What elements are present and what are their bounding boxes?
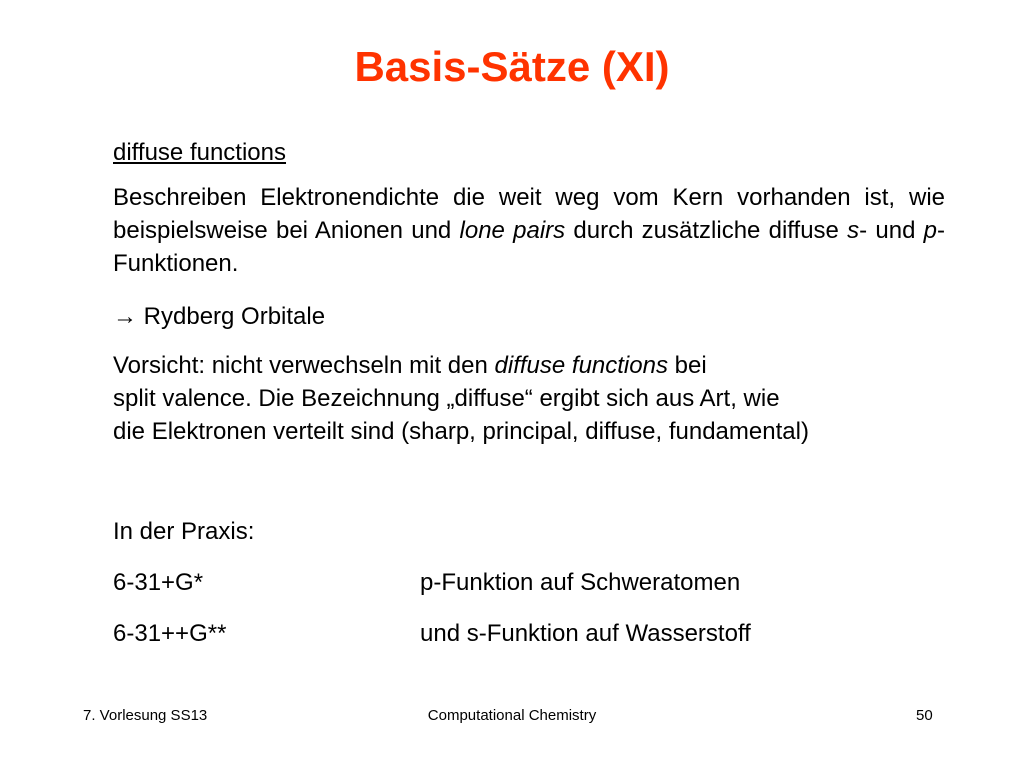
caution-text-1: Vorsicht: nicht verwechseln mit den <box>113 352 495 379</box>
description-italic-lone-pairs: lone pairs <box>459 217 566 244</box>
caution-line-3: die Elektronen verteilt sind (sharp, principal, diffuse, fundamental) <box>113 418 809 445</box>
description-italic-p: p <box>923 217 938 244</box>
caution-text-2: bei <box>667 352 707 379</box>
caution-paragraph <box>113 349 945 448</box>
description-text-2: durch zusätzliche diffuse <box>565 217 848 244</box>
basis-set-row <box>113 566 945 599</box>
description-text-3: - und <box>859 217 924 244</box>
praxis-label: In der Praxis: <box>113 518 255 545</box>
slide-title: Basis-Sätze (XI) <box>354 43 670 90</box>
rydberg-line: → Rydberg Orbitale <box>113 303 326 330</box>
footer-course: Computational Chemistry <box>427 707 597 724</box>
description-paragraph <box>113 181 945 280</box>
caution-line-1 <box>113 352 707 379</box>
basis-set-name: 6-31++G** <box>113 620 227 647</box>
section-heading: diffuse functions <box>113 139 287 166</box>
slide-body <box>113 136 945 668</box>
caution-italic-diffuse-functions: diffuse functions <box>494 352 668 379</box>
footer-lecture: 7. Vorlesung SS13 <box>83 707 208 724</box>
description-text-4: -Funktionen. <box>113 217 946 277</box>
basis-set-name: 6-31+G* <box>113 569 204 596</box>
description-text-1: Beschreiben Elektronendichte die weit weg vom Kern vorhanden ist, wie beispielsweise bei Anionen und <box>113 184 945 244</box>
footer-page-number: 50 <box>916 707 933 724</box>
caution-line-2: split valence. Die Bezeichnung „diffuse“ ergibt sich aus Art, wie <box>113 385 780 412</box>
basis-set-description: p-Funktion auf Schweratomen <box>420 569 741 596</box>
basis-set-description: und s-Funktion auf Wasserstoff <box>420 620 751 647</box>
description-italic-s: s <box>847 217 860 244</box>
basis-set-row <box>113 617 945 650</box>
